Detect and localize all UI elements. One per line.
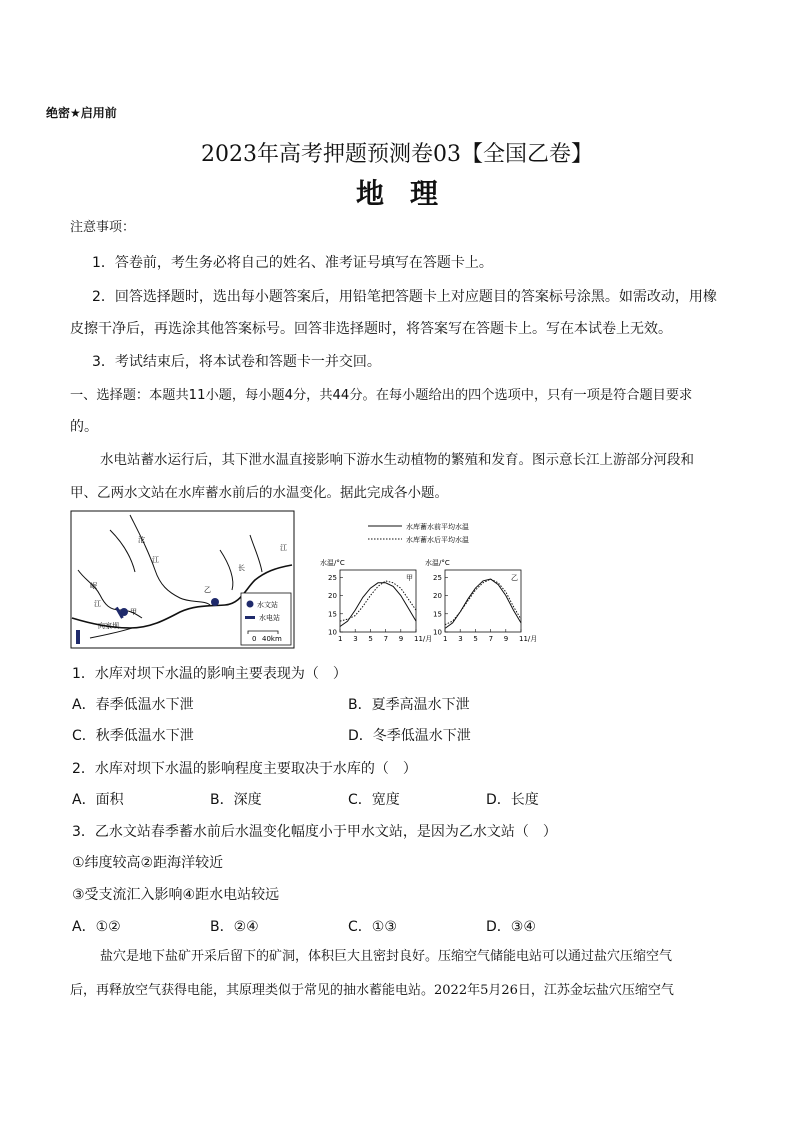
chart-1-xtick-label: 9 xyxy=(503,635,509,643)
legend-before-label: 水库蓄水前平均水温 xyxy=(406,523,469,531)
dam-label: 向家坝 xyxy=(98,622,119,630)
chart-1-series-before xyxy=(445,579,521,628)
q3-option-d[interactable]: D．③④ xyxy=(486,919,536,935)
chart-1-ytick-label: 15 xyxy=(433,610,442,619)
q1-option-a[interactable]: A．春季低温水下泄 xyxy=(72,697,194,713)
chart-0-ytick-label: 10 xyxy=(328,628,337,637)
q1-option-b[interactable]: B．夏季高温水下泄 xyxy=(348,697,470,713)
q2-option-b[interactable]: B．深度 xyxy=(210,792,262,808)
q3-option-c[interactable]: C．①③ xyxy=(348,919,397,935)
chart-1-ylabel: 水温/°C xyxy=(425,559,450,567)
power-station-2-icon xyxy=(76,630,80,644)
label-tuo: 沱 xyxy=(138,536,145,544)
chart-1-xtick-label: 5 xyxy=(473,635,478,643)
notice-item-2-cont: 皮擦干净后，再选涂其他答案标号。回答非选择题时，将答案写在答题卡上。写在本试卷上无效。 xyxy=(70,321,672,337)
chart-0-xtick-label: 1 xyxy=(338,635,343,643)
chart-1-xtick-label: 11/月 xyxy=(519,635,538,643)
notice-heading: 注意事项： xyxy=(70,220,136,235)
chart-0-ytick-label: 25 xyxy=(328,573,337,582)
legend-after-label: 水库蓄水后平均水温 xyxy=(406,536,469,544)
chart-0-xtick-label: 9 xyxy=(398,635,404,643)
figure-map-and-charts xyxy=(70,510,550,652)
q3-option-a[interactable]: A．①② xyxy=(72,919,121,935)
legend-hydro-label: 水文站 xyxy=(257,601,278,609)
hydro-station-yi-icon xyxy=(211,598,219,606)
chart-0-ytick-label: 15 xyxy=(328,610,337,619)
chart-1-frame xyxy=(445,570,521,632)
section-heading-cont: 的。 xyxy=(70,419,98,435)
passage-2-line-2: 后，再释放空气获得电能，其原理类似于常见的抽水蓄能电站。2022年5月26日，江苏金坛盐穴压缩空气 xyxy=(70,983,674,998)
notice-item-3: 3．考试结束后，将本试卷和答题卡一并交回。 xyxy=(92,354,381,370)
q3-option-b[interactable]: B．②④ xyxy=(210,919,259,935)
confidential-label: 绝密★启用前 xyxy=(46,106,117,120)
chart-1-xtick-label: 7 xyxy=(488,635,494,643)
q3-stem: 3．乙水文站春季蓄水前后水温变化幅度小于甲水文站，是因为乙水文站（ ） xyxy=(72,824,557,840)
notice-item-1: 1．答卷前，考生务必将自己的姓名、准考证号填写在答题卡上。 xyxy=(92,255,493,271)
label-jiang-3: 江 xyxy=(280,544,287,552)
subject-title: 地理 xyxy=(355,177,464,210)
label-min: 岷 xyxy=(90,582,97,590)
q1-option-d[interactable]: D．冬季低温水下泄 xyxy=(348,728,471,744)
station-jia-label: 甲 xyxy=(130,608,137,616)
chart-0-ytick-label: 20 xyxy=(328,592,337,601)
scale-zero: 0 xyxy=(252,635,257,643)
chart-0-xtick-label: 7 xyxy=(383,635,389,643)
q2-stem: 2．水库对坝下水温的影响程度主要取决于水库的（ ） xyxy=(72,761,417,777)
exam-title: 2023年高考押题预测卷03【全国乙卷】 xyxy=(201,142,593,167)
chart-1-title: 乙 xyxy=(511,574,518,582)
chart-1-ytick-label: 25 xyxy=(433,573,442,582)
chart-0-xtick-label: 11/月 xyxy=(414,635,433,643)
q2-option-a[interactable]: A．面积 xyxy=(72,792,124,808)
q1-option-c[interactable]: C．秋季低温水下泄 xyxy=(72,728,194,744)
chart-0-title: 甲 xyxy=(406,574,413,582)
passage-1-line-1: 水电站蓄水运行后，其下泄水温直接影响下游水生动植物的繁殖和发育。图示意长江上游部分河段和 xyxy=(100,452,694,468)
chart-1-ytick-label: 10 xyxy=(433,628,442,637)
q3-statement-1: ①纬度较高②距海洋较近 xyxy=(72,855,224,871)
label-jiang-1: 江 xyxy=(152,556,159,564)
q1-stem: 1．水库对坝下水温的影响主要表现为（ ） xyxy=(72,666,347,682)
legend-power-icon xyxy=(245,616,255,619)
station-yi-label: 乙 xyxy=(204,586,211,594)
scale-40km: 40km xyxy=(262,635,282,643)
legend-power-label: 水电站 xyxy=(259,614,280,622)
notice-item-2: 2．回答选择题时，选出每小题答案后，用铅笔把答题卡上对应题目的答案标号涂黑。如需改动，用橡 xyxy=(92,289,717,305)
q2-option-d[interactable]: D．长度 xyxy=(486,792,539,808)
label-chang: 长 xyxy=(238,564,245,572)
section-heading: 一、选择题：本题共11小题，每小题4分，共44分。在每小题给出的四个选项中，只有一项是符合题目要求 xyxy=(70,388,693,403)
chart-1-xtick-label: 3 xyxy=(458,635,463,643)
passage-2-line-1: 盐穴是地下盐矿开采后留下的矿洞，体积巨大且密封良好。压缩空气储能电站可以通过盐穴压缩空气 xyxy=(100,949,673,964)
chart-0-xtick-label: 5 xyxy=(368,635,373,643)
chart-1-xtick-label: 1 xyxy=(443,635,448,643)
passage-1-line-2: 甲、乙两水文站在水库蓄水前后的水温变化。据此完成各小题。 xyxy=(70,485,448,501)
label-jiang-2: 江 xyxy=(94,600,101,608)
q2-option-c[interactable]: C．宽度 xyxy=(348,792,400,808)
legend-hydro-icon xyxy=(247,601,254,608)
chart-yi xyxy=(425,558,537,643)
chart-1-ytick-label: 20 xyxy=(433,592,442,601)
chart-0-xtick-label: 3 xyxy=(353,635,358,643)
q3-statement-2: ③受支流汇入影响④距水电站较远 xyxy=(72,887,280,903)
chart-jia xyxy=(320,558,432,643)
chart-0-series-before xyxy=(340,583,416,627)
chart-0-ylabel: 水温/°C xyxy=(320,559,345,567)
